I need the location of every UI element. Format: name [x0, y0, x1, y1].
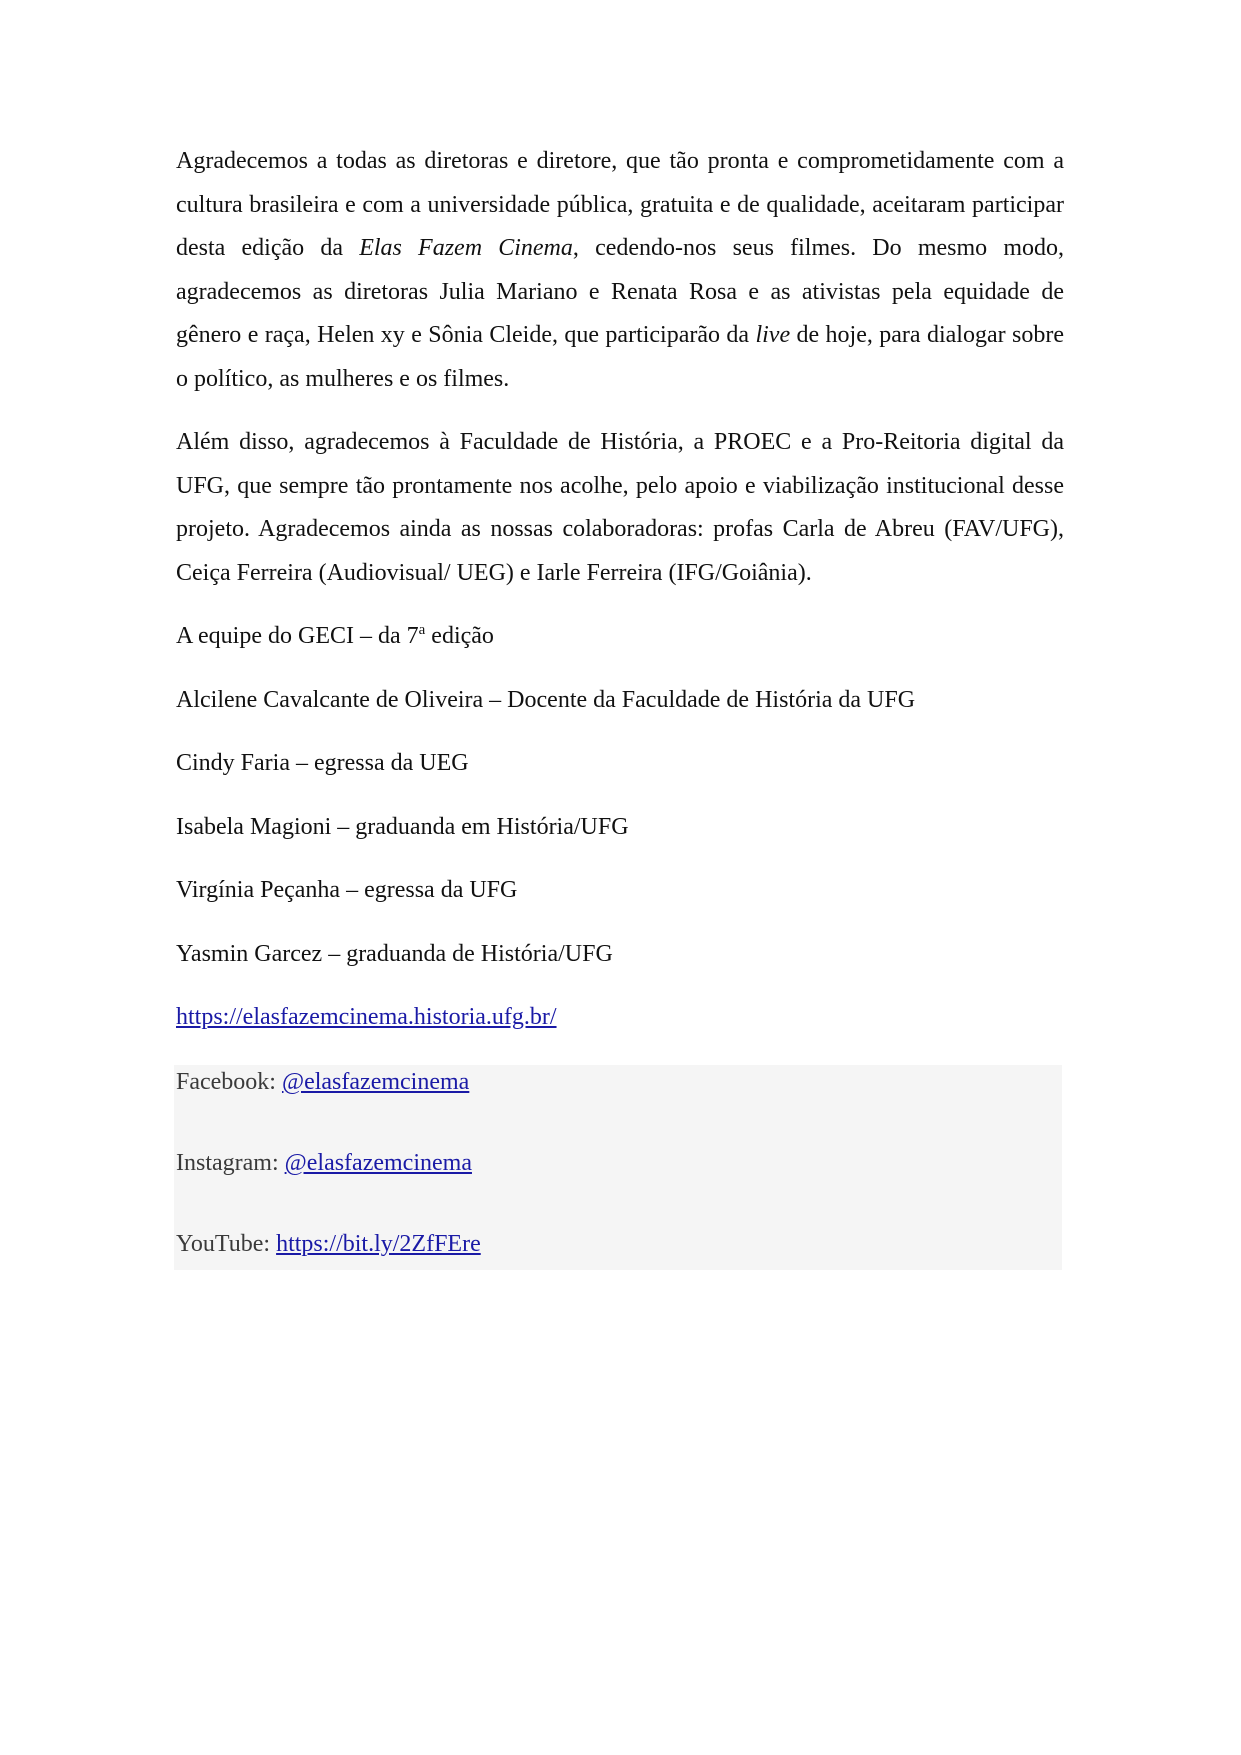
p1-text-b: , cedendo-nos seus filmes. Do mesmo modo, agradecemos as diretoras Julia Mariano e Renata Rosa e as ativistas pela equidade de gênero e raça, Helen xy e Sônia Cleide, que participarão da	[176, 235, 1065, 348]
website-line	[176, 996, 1064, 1040]
website-link[interactable]: https://elasfazemcinema.historia.ufg.br/	[176, 1004, 557, 1030]
team-member: Virgínia Peçanha – egressa da UFG	[176, 877, 518, 903]
facebook-link[interactable]: @elasfazemcinema	[281, 1069, 470, 1095]
document-body	[176, 140, 1064, 1055]
p1-festival-name: Elas Fazem Cinema	[359, 235, 573, 261]
team-member: Isabela Magioni – graduanda em História/UFG	[176, 813, 629, 840]
instagram-label: Instagram:	[176, 1150, 285, 1176]
acknowledgement-paragraph-1	[176, 140, 1064, 401]
instagram-link[interactable]: @elasfazemcinema	[284, 1150, 472, 1176]
youtube-line	[176, 1229, 481, 1259]
social-links-box	[174, 1065, 1062, 1270]
acknowledgement-paragraph-2: Além disso, agradecemos à Faculdade de História, a PROEC e a Pro-Reitoria digital da UFG, que sempre tão prontamente nos acolhe, pelo apoio e viabilização institucional desse projeto. Agradecemos ainda as nossas colaboradoras: profas Carla de Abreu (FAV/UFG), Ceiça Ferreira (Audiovisual/ UEG) e Iarle Ferreira (IFG/Goiânia).	[176, 429, 1064, 586]
team-member: Alcilene Cavalcante de Oliveira – Docente da Faculdade de História da UFG	[176, 686, 916, 713]
team-member: Cindy Faria – egressa da UEG	[176, 750, 469, 776]
p1-live-word: live	[755, 322, 791, 348]
team-heading-ordinal: a	[418, 622, 426, 638]
team-heading	[176, 615, 1064, 659]
team-heading-text-b: edição	[425, 623, 494, 649]
instagram-line	[176, 1148, 472, 1178]
facebook-label: Facebook:	[176, 1069, 282, 1095]
p1-text-c: de hoje, para dialogar sobre o político, as mulheres e os filmes.	[176, 322, 1064, 392]
youtube-link[interactable]: https://bit.ly/2ZfFEre	[276, 1231, 481, 1257]
team-heading-text-a: A equipe do GECI – da 7	[176, 623, 419, 649]
team-member: Yasmin Garcez – graduanda de História/UFG	[176, 940, 613, 967]
p1-text-a: Agradecemos a todas as diretoras e diretore, que tão pronta e comprometidamente com a cultura brasileira e com a universidade pública, gratuita e de qualidade, aceitaram participar desta edição da	[176, 148, 1064, 261]
youtube-label: YouTube:	[176, 1231, 277, 1257]
facebook-line	[176, 1067, 469, 1097]
